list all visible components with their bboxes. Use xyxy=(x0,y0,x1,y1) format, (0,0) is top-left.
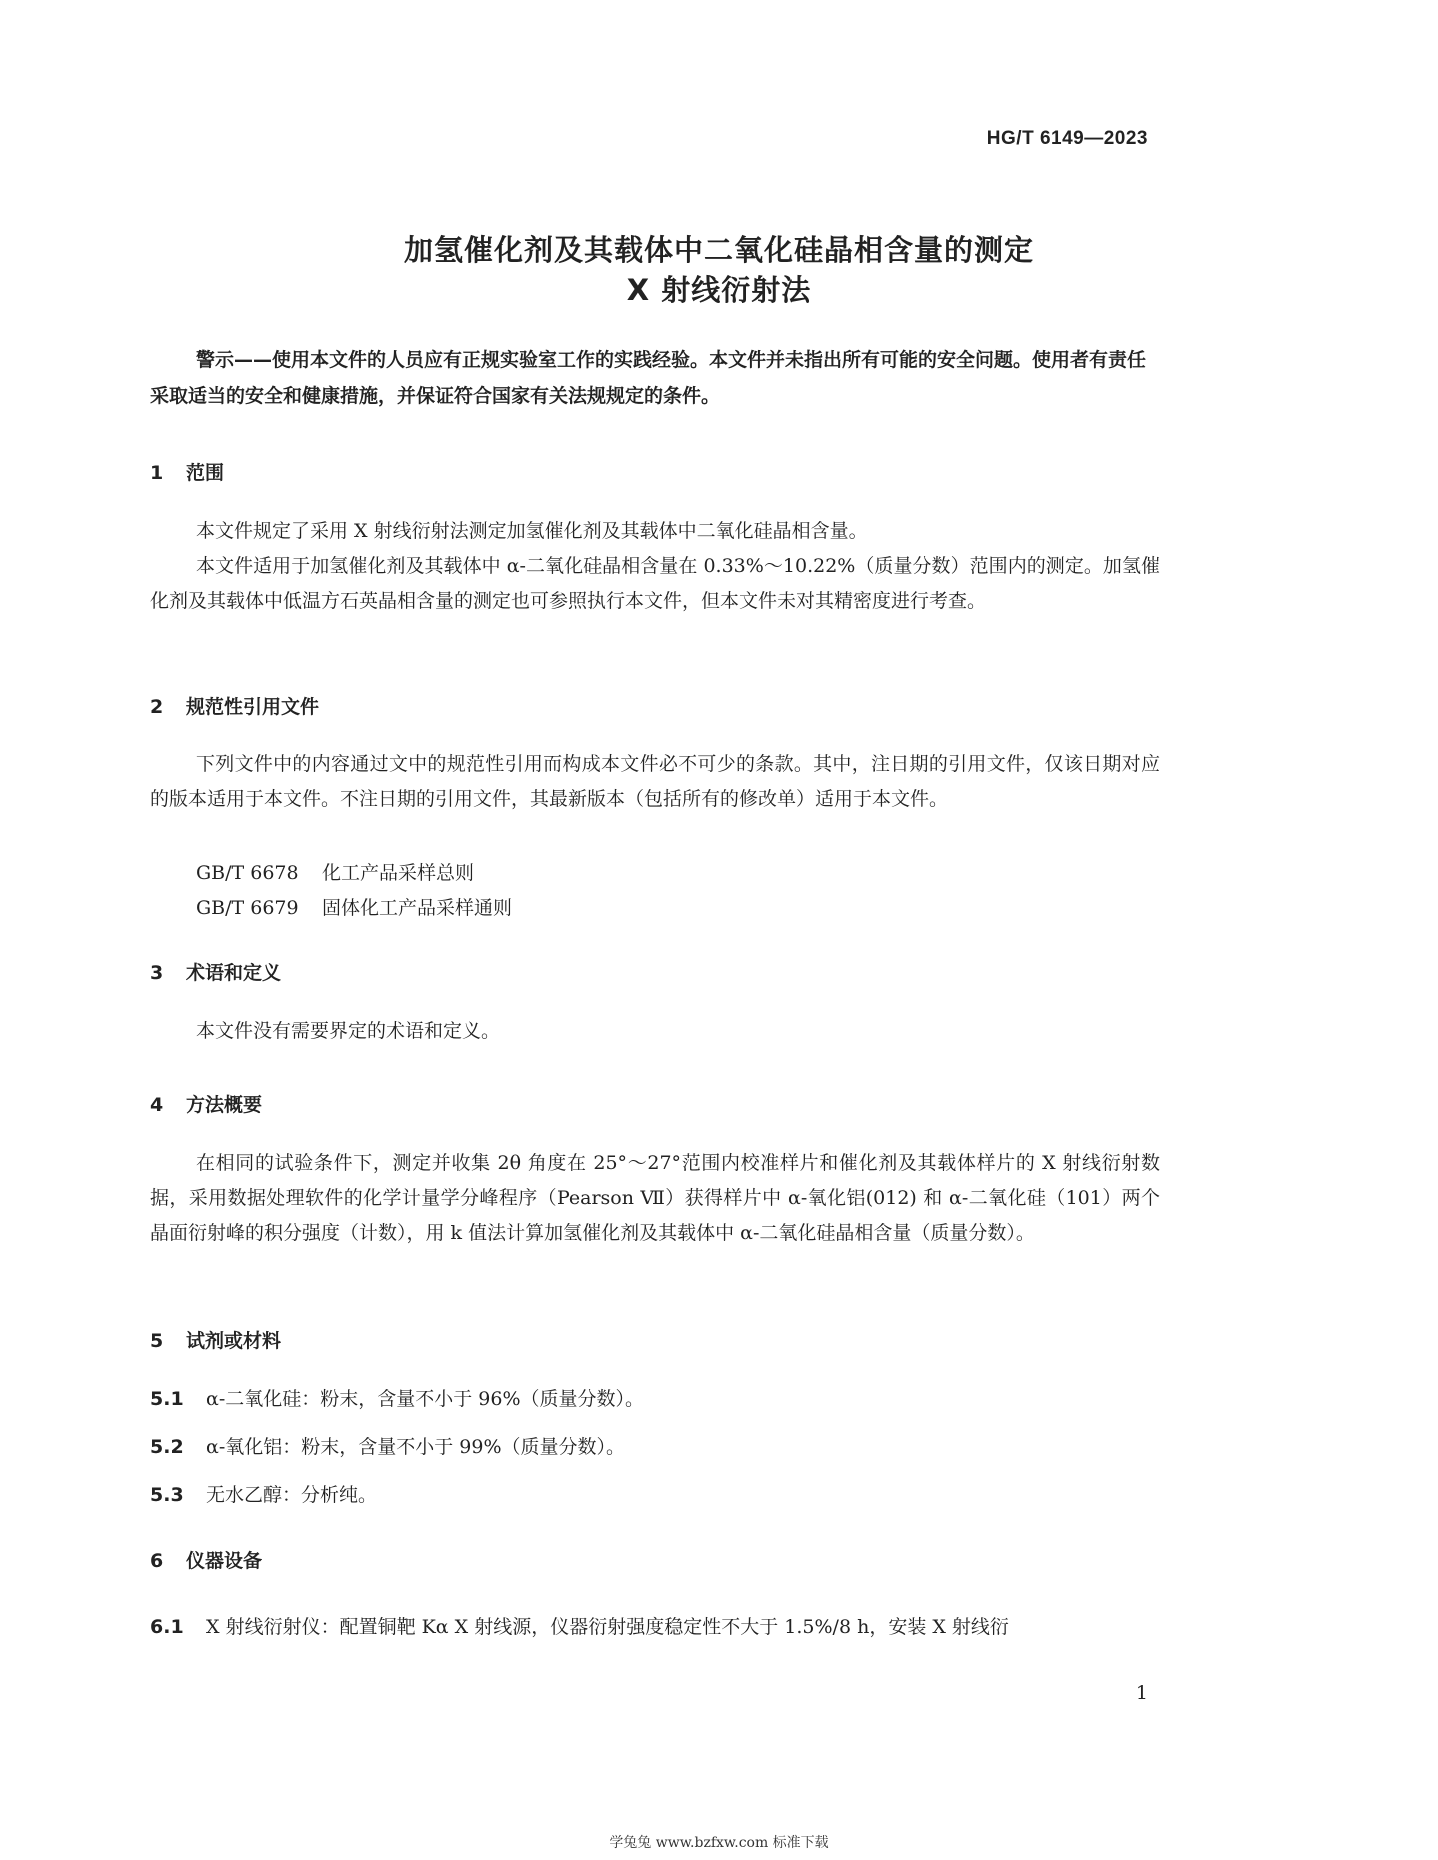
reference-code: GB/T 6679 xyxy=(196,897,299,919)
section-4-heading xyxy=(150,1090,262,1117)
section-title: 仪器设备 xyxy=(186,1550,263,1572)
section-1-paragraph-2: 本文件适用于加氢催化剂及其载体中 α-二氧化硅晶相含量在 0.33%～10.22%（质量分数）范围内的测定。加氢催化剂及其载体中低温方石英晶相含量的测定也可参照执行本文件，但本文件未对其精密度进行考查。 xyxy=(150,555,1160,612)
section-number: 2 xyxy=(150,696,164,718)
section-3-paragraph-1: 本文件没有需要界定的术语和定义。 xyxy=(196,1020,501,1042)
clause-text: X 射线衍射仪：配置铜靶 Kα X 射线源，仪器衍射强度稳定性不大于 1.5%/8 h，安装 X 射线衍 xyxy=(206,1616,1009,1638)
clause-number: 5.1 xyxy=(150,1388,184,1410)
site-footer: 学兔兔 www.bzfxw.com 标准下载 xyxy=(609,1835,829,1851)
clause-text: α-二氧化硅：粉末，含量不小于 96%（质量分数）。 xyxy=(206,1388,645,1410)
section-title: 试剂或材料 xyxy=(186,1330,282,1352)
document-subtitle: X 射线衍射法 xyxy=(626,273,812,307)
section-4-paragraph-1: 在相同的试验条件下，测定并收集 2θ 角度在 25°～27°范围内校准样片和催化剂及其载体样片的 X 射线衍射数据，采用数据处理软件的化学计量学分峰程序（Pearson Ⅶ）获得样片中 α-氧化铝(012) 和 α-二氧化硅（101）两个晶面衍射峰的积分强度（计数），用 k 值法计算加氢催化剂及其载体中 α-二氧化硅晶相含量（质量分数）。 xyxy=(150,1152,1160,1244)
clause-5-1 xyxy=(150,1384,644,1411)
clause-number: 6.1 xyxy=(150,1616,184,1638)
section-1-paragraph-1: 本文件规定了采用 X 射线衍射法测定加氢催化剂及其载体中二氧化硅晶相含量。 xyxy=(196,520,868,542)
clause-5-3 xyxy=(150,1480,377,1507)
section-title: 术语和定义 xyxy=(186,962,282,984)
section-title: 方法概要 xyxy=(186,1094,263,1116)
warning-notice: 警示——使用本文件的人员应有正规实验室工作的实践经验。本文件并未指出所有可能的安全问题。使用者有责任采取适当的安全和健康措施，并保证符合国家有关法规规定的条件。 xyxy=(150,349,1147,407)
reference-code: GB/T 6678 xyxy=(196,862,299,884)
section-2-paragraph-1: 下列文件中的内容通过文中的规范性引用而构成本文件必不可少的条款。其中，注日期的引用文件，仅该日期对应的版本适用于本文件。不注日期的引用文件，其最新版本（包括所有的修改单）适用于本文件。 xyxy=(150,753,1160,810)
clause-number: 5.3 xyxy=(150,1484,184,1506)
clause-text: 无水乙醇：分析纯。 xyxy=(206,1484,378,1506)
section-title: 范围 xyxy=(186,462,225,484)
reference-title: 化工产品采样总则 xyxy=(322,862,475,884)
section-number: 6 xyxy=(150,1550,164,1572)
clause-5-2 xyxy=(150,1432,625,1459)
document-title: 加氢催化剂及其载体中二氧化硅晶相含量的测定 xyxy=(403,233,1034,267)
clause-number: 5.2 xyxy=(150,1436,184,1458)
reference-title: 固体化工产品采样通则 xyxy=(322,897,513,919)
section-1-heading xyxy=(150,458,224,485)
section-2-heading xyxy=(150,692,319,719)
section-title: 规范性引用文件 xyxy=(186,696,320,718)
normative-reference xyxy=(196,858,474,885)
normative-reference xyxy=(196,893,512,920)
section-number: 5 xyxy=(150,1330,164,1352)
section-number: 1 xyxy=(150,462,164,484)
document-code: HG/T 6149—2023 xyxy=(986,128,1148,149)
section-number: 4 xyxy=(150,1094,164,1116)
clause-text: α-氧化铝：粉末，含量不小于 99%（质量分数）。 xyxy=(206,1436,626,1458)
page-number: 1 xyxy=(1135,1682,1148,1704)
section-3-heading xyxy=(150,958,281,985)
section-5-heading xyxy=(150,1326,281,1353)
section-6-heading xyxy=(150,1546,262,1573)
section-number: 3 xyxy=(150,962,164,984)
clause-6-1 xyxy=(150,1612,1009,1639)
